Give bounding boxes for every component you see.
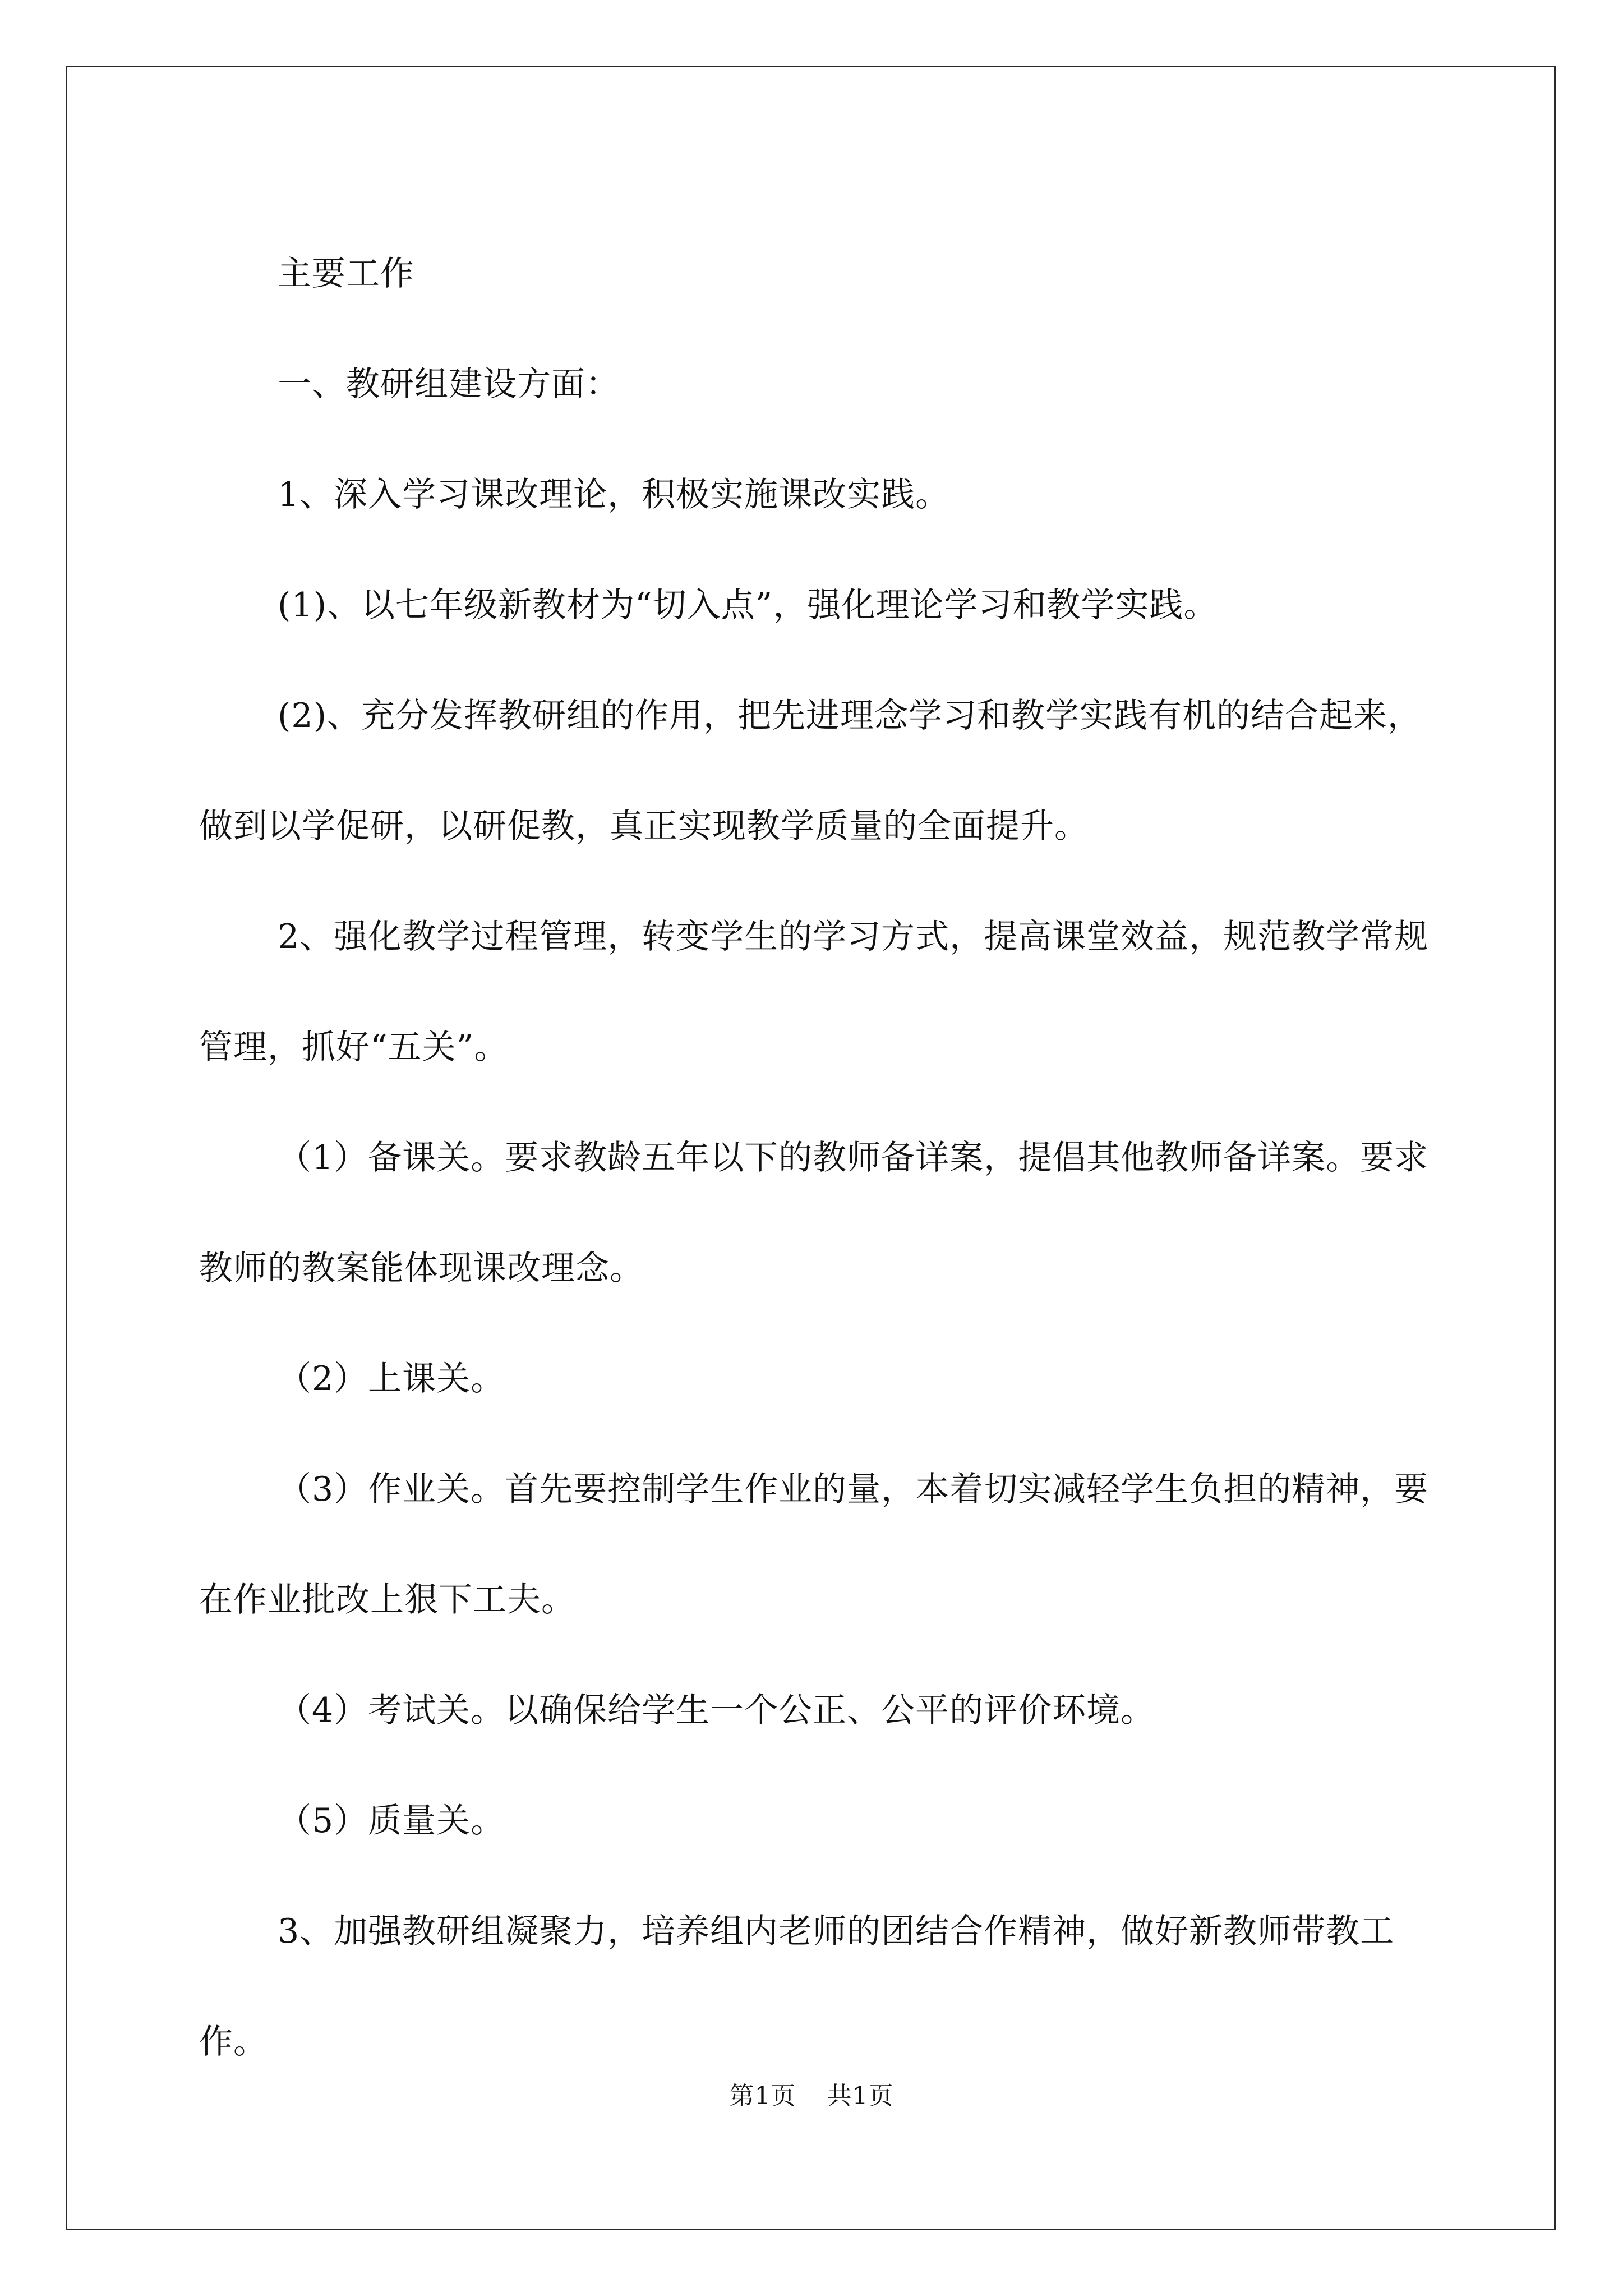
document-body: [199, 219, 1433, 2097]
paragraph-1: 1、深入学习课改理论，积极实施课改实践。: [278, 475, 950, 514]
paragraph-2-3: （3）作业关。首先要控制学生作业的量，本着切实减轻学生负担的精神，要在作业批改上狠下工夫。: [199, 1470, 1429, 1619]
paragraph-3: 3、加强教研组凝聚力，培养组内老师的团结合作精神，做好新教师带教工作。: [199, 1912, 1395, 2062]
page-total: 共1页: [827, 2082, 894, 2110]
paragraph-2-4: （4）考试关。以确保给学生一个公正、公平的评价环境。: [278, 1691, 1155, 1730]
paragraph-2-5: （5）质量关。: [278, 1801, 505, 1841]
paragraph-2-1: （1）备课关。要求教龄五年以下的教师备详案，提倡其他教师备详案。要求教师的教案能体现课改理念。: [199, 1138, 1429, 1288]
page-number: 第1页: [729, 2082, 796, 2110]
paragraph-1-1: (1)、以七年级新教材为“切入点”，强化理论学习和教学实践。: [278, 586, 1218, 625]
section-heading-1: 一、教研组建设方面：: [278, 365, 620, 404]
heading-main-work: 主要工作: [278, 254, 414, 293]
paragraph-2: 2、强化教学过程管理，转变学生的学习方式，提高课堂效益，规范教学常规管理，抓好“五关”。: [199, 917, 1429, 1067]
paragraph-2-2: （2）上课关。: [278, 1359, 505, 1398]
paragraph-1-2: (2)、充分发挥教研组的作用，把先进理念学习和教学实践有机的结合起来，做到以学促研，以研促教，真正实现教学质量的全面提升。: [199, 696, 1422, 846]
page-footer: [0, 2076, 1623, 2111]
